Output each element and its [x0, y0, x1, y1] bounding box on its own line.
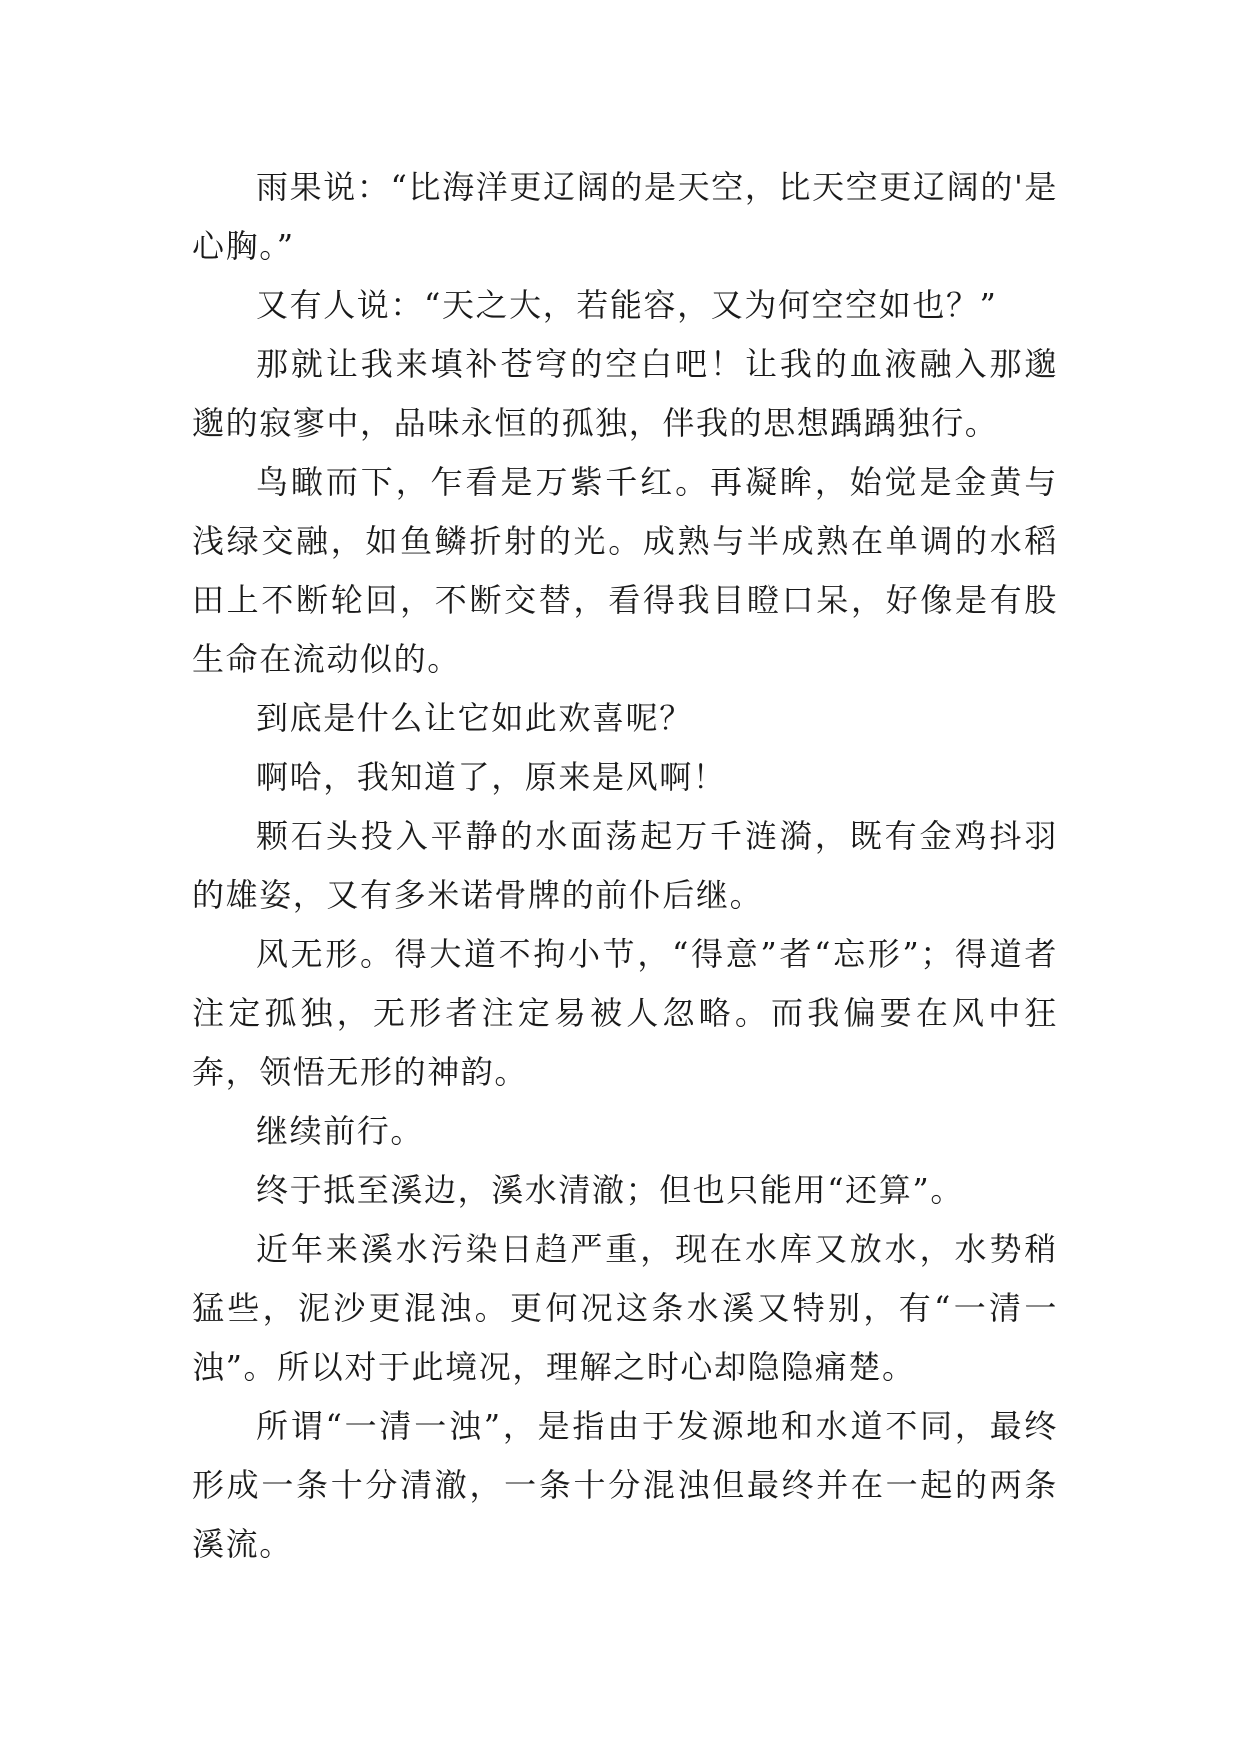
- paragraph-10: 终于抵至溪边，溪水清澈；但也只能用“还算”。: [256, 1171, 964, 1209]
- paragraph-11: 近年来溪水污染日趋严重，现在水库又放水，水势稍猛些，泥沙更混浊。更何况这条水溪又特别，有“一清一浊”。所以对于此境况，理解之时心却隐隐痛楚。: [192, 1230, 1058, 1386]
- paragraph-4: 鸟瞰而下，乍看是万紫千红。再凝眸，始觉是金黄与浅绿交融，如鱼鳞折射的光。成熟与半成熟在单调的水稻田上不断轮回，不断交替，看得我目瞪口呆，好像是有股生命在流动似的。: [192, 463, 1058, 678]
- paragraph-7: 颗石头投入平静的水面荡起万千涟漪，既有金鸡抖羽的雄姿，又有多米诺骨牌的前仆后继。: [192, 817, 1058, 914]
- paragraph-1: 雨果说：“比海洋更辽阔的是天空，比天空更辽阔的'是心胸。”: [192, 168, 1058, 265]
- paragraph-9: 继续前行。: [256, 1112, 425, 1150]
- paragraph-8: 风无形。得大道不拘小节，“得意”者“忘形”；得道者注定孤独，无形者注定易被人忽略。而我偏要在风中狂奔，领悟无形的神韵。: [192, 935, 1058, 1091]
- paragraph-5: 到底是什么让它如此欢喜呢？: [256, 699, 693, 737]
- paragraph-6: 啊哈，我知道了，原来是风啊！: [256, 758, 727, 796]
- paragraph-2: 又有人说：“天之大，若能容，又为何空空如也？”: [256, 286, 998, 324]
- paragraph-12: 所谓“一清一浊”，是指由于发源地和水道不同，最终形成一条十分清澈，一条十分混浊但最终并在一起的两条溪流。: [192, 1407, 1058, 1563]
- paragraph-3: 那就让我来填补苍穹的空白吧！让我的血液融入那邈邈的寂寥中，品味永恒的孤独，伴我的思想踽踽独行。: [192, 345, 1058, 442]
- document-body: [192, 158, 1058, 1574]
